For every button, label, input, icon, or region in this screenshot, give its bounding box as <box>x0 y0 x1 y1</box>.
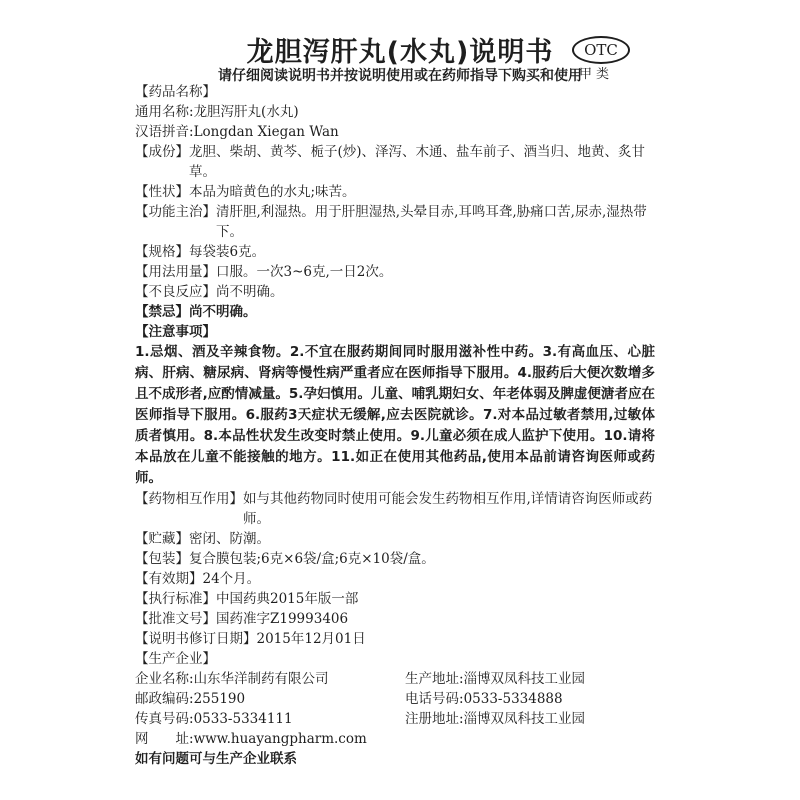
registered-address-value: 淄博双凤科技工业园 <box>463 711 586 727</box>
fax-row <box>135 709 405 729</box>
revision-text: 2015年12月01日 <box>256 631 366 647</box>
approval-row <box>135 609 655 629</box>
phone-label: 电话号码: <box>405 691 464 707</box>
dosage-row <box>135 262 655 282</box>
adverse-reactions-label: 【不良反应】 <box>135 284 216 300</box>
dosage-text: 口服。一次3~6克,一日2次。 <box>216 264 393 280</box>
specification-text: 每袋装6克。 <box>189 244 266 260</box>
adverse-reactions-row <box>135 282 655 302</box>
approval-label: 【批准文号】 <box>135 611 216 627</box>
fax-value: 0533-5334111 <box>193 711 293 727</box>
phone-row <box>405 689 655 709</box>
precautions-label: 【注意事项】 <box>135 324 216 340</box>
company-label: 企业名称: <box>135 671 194 687</box>
contraindications-text: 尚不明确。 <box>189 304 257 320</box>
approval-text: 国药准字Z19993406 <box>216 611 349 627</box>
usage-notice: 请仔细阅读说明书并按说明使用或在药师指导下购买和使用 <box>218 68 582 84</box>
fax-label: 传真号码: <box>135 711 194 727</box>
manufacturer-section-label: 【生产企业】 <box>135 651 216 667</box>
common-name-value: 龙胆泻肝丸(水丸) <box>193 104 299 120</box>
pinyin-label: 汉语拼音: <box>135 124 194 140</box>
production-address-row <box>405 669 655 689</box>
standard-row <box>135 589 655 609</box>
specification-row <box>135 242 655 262</box>
registered-address-row <box>405 709 655 729</box>
phone-value: 0533-5334888 <box>463 691 563 707</box>
grid-spacer <box>405 729 655 749</box>
interactions-label: 【药物相互作用】 <box>135 491 243 507</box>
ingredients-row <box>135 142 655 182</box>
packaging-row <box>135 549 655 569</box>
indications-label: 【功能主治】 <box>135 204 216 220</box>
precautions-text: 1.忌烟、酒及辛辣食物。2.不宜在服药期间同时服用滋补性中药。3.有高血压、心脏病、肝病、糖尿病、肾病等慢性病严重者应在医师指导下服用。4.服药后大便次数增多且不成形者,应酌情减量。5.孕妇慎用。儿童、哺乳期妇女、年老体弱及脾虚便溏者应在医师指导下服用。6.服药3天症状无缓解,应去医院就诊。7.对本品过敏者禁用,过敏体质者慎用。8.本品性状发生改变时禁止使用。9.儿童必须在成人监护下使用。10.请将本品放在儿童不能接触的地方。11.如正在使用其他药品,使用本品前请咨询医师或药师。 <box>135 344 655 486</box>
manufacturer-grid <box>135 669 655 749</box>
validity-text: 24个月。 <box>202 571 261 587</box>
standard-text: 中国药典2015年版一部 <box>216 591 359 607</box>
company-row <box>135 669 405 689</box>
common-name-label: 通用名称: <box>135 104 194 120</box>
validity-row <box>135 569 655 589</box>
otc-badge: OTC <box>572 36 630 64</box>
description-text: 本品为暗黄色的水丸;味苦。 <box>189 184 356 200</box>
drug-name-section-label: 【药品名称】 <box>135 84 216 100</box>
website-value: www.huayangpharm.com <box>193 731 367 747</box>
storage-label: 【贮藏】 <box>135 531 189 547</box>
postcode-value: 255190 <box>193 691 246 707</box>
revision-label: 【说明书修订日期】 <box>135 631 257 647</box>
revision-row <box>135 629 655 649</box>
ingredients-text: 龙胆、柴胡、黄芩、栀子(炒)、泽泻、木通、盐车前子、酒当归、地黄、炙甘草。 <box>189 144 646 180</box>
description-row <box>135 182 655 202</box>
postcode-row <box>135 689 405 709</box>
production-address-label: 生产地址: <box>405 671 464 687</box>
dosage-label: 【用法用量】 <box>135 264 216 280</box>
postcode-label: 邮政编码: <box>135 691 194 707</box>
storage-text: 密闭、防潮。 <box>189 531 270 547</box>
interactions-text: 如与其他药物同时使用可能会发生药物相互作用,详情请咨询医师或药师。 <box>243 491 653 527</box>
registered-address-label: 注册地址: <box>405 711 464 727</box>
common-name-row <box>135 102 655 122</box>
ingredients-label: 【成份】 <box>135 144 189 160</box>
storage-row <box>135 529 655 549</box>
website-label: 网 址: <box>135 731 194 747</box>
leaflet-content <box>135 82 655 769</box>
adverse-reactions-text: 尚不明确。 <box>216 284 284 300</box>
document-title: 龙胆泻肝丸(水丸)说明书 <box>246 37 554 68</box>
contraindications-label: 【禁忌】 <box>135 304 189 320</box>
contraindications-row <box>135 302 655 322</box>
company-value: 山东华洋制药有限公司 <box>193 671 329 687</box>
website-row <box>135 729 405 749</box>
packaging-label: 【包装】 <box>135 551 189 567</box>
interactions-row <box>135 489 655 529</box>
contact-footer: 如有问题可与生产企业联系 <box>135 751 297 767</box>
otc-class-label: 甲类 <box>579 67 614 82</box>
indications-text: 清肝胆,利湿热。用于肝胆湿热,头晕目赤,耳鸣耳聋,胁痛口苦,尿赤,湿热带下。 <box>216 204 647 240</box>
validity-label: 【有效期】 <box>135 571 203 587</box>
production-address-value: 淄博双凤科技工业园 <box>463 671 586 687</box>
indications-row <box>135 202 655 242</box>
pinyin-value: Longdan Xiegan Wan <box>193 124 339 140</box>
specification-label: 【规格】 <box>135 244 189 260</box>
packaging-text: 复合膜包装;6克×6袋/盒;6克×10袋/盒。 <box>189 551 435 567</box>
description-label: 【性状】 <box>135 184 189 200</box>
pinyin-row <box>135 122 655 142</box>
standard-label: 【执行标准】 <box>135 591 216 607</box>
